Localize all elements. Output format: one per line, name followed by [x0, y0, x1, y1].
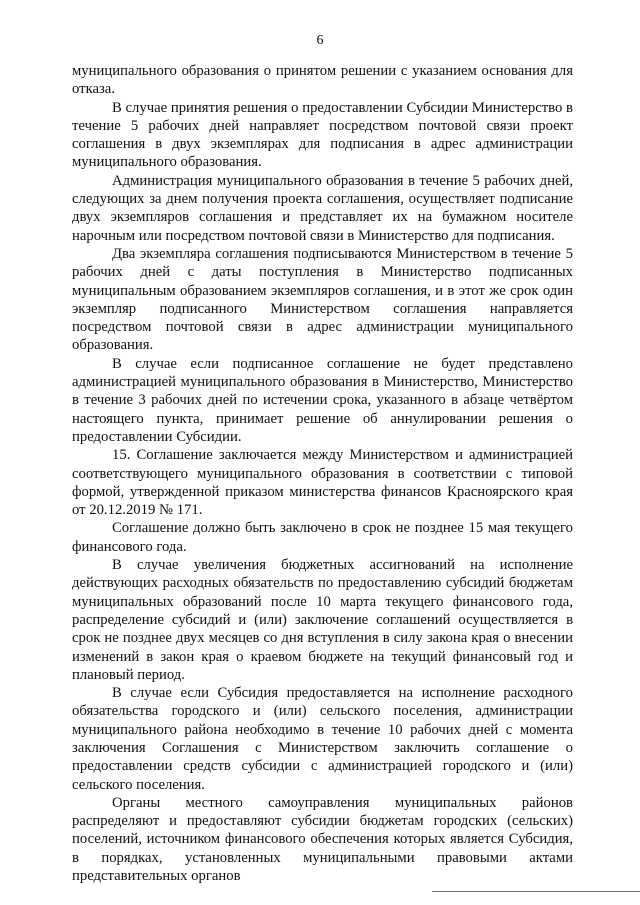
paragraph: Соглашение должно быть заключено в срок не позднее 15 мая текущего финансового года. — [72, 520, 573, 555]
paragraph: В случае принятия решения о предоставлении Субсидии Министерство в течение 5 рабочих дней направляет посредством почтовой связи проект соглашения в двух экземплярах для подписания в адрес администрации муниципального образования. — [72, 99, 573, 171]
paragraph: Администрация муниципального образования в течение 5 рабочих дней, следующих за днем получения проекта соглашения, осуществляет подписание двух экземпляров соглашения и представляет их на бумажном носителе нарочным или посредством почтовой связи в Министерство для подписания. — [72, 172, 573, 244]
paragraph: В случае если подписанное соглашение не будет представлено администрацией муниципального образования в Министерство, Министерство в течение 3 рабочих дней по истечении срока, указанного в абзаце четвёртом настоящего пункта, принимает решение об аннулировании решения о предоставлении Субсидии. — [72, 355, 573, 445]
scan-edge-line — [432, 891, 640, 892]
paragraph: 15. Соглашение заключается между Министерством и администрацией соответствующего муниципального образования в соответствии с типовой формой, утвержденной приказом министерства финансов Красноярского края от 20.12.2019 № 171. — [72, 447, 573, 519]
paragraph: Два экземпляра соглашения подписываются Министерством в течение 5 рабочих дней с даты поступления в Министерство подписанных муниципальным образованием экземпляров соглашения, и в этот же срок один экземпляр подписанного Министерством соглашения направляется посредством почтовой связи в адрес администрации муниципального образования. — [72, 245, 573, 354]
paragraph: В случае увеличения бюджетных ассигнований на исполнение действующих расходных обязательств по предоставлению субсидий бюджетам муниципальных образований после 10 марта текущего финансового года, распределение субсидий и (или) заключение соглашений осуществляется в срок не позднее двух месяцев со дня вступления в силу закона края о внесении изменений в закон края о краевом бюджете на текущий финансовый год и плановый период. — [72, 557, 573, 683]
page-number: 6 — [316, 33, 324, 48]
paragraph: муниципального образования о принятом решении с указанием основания для отказа. — [72, 63, 573, 98]
paragraph: В случае если Субсидия предоставляется на исполнение расходного обязательства городского и (или) сельского поселения, администрации муниципального района необходимо в течение 10 рабочих дней с момента заключения Соглашения с Министерством заключить соглашение о предоставлении средств субсидии с администрацией городского и (или) сельского поселения. — [72, 685, 573, 793]
paragraph: Органы местного самоуправления муниципальных районов распределяют и предоставляют субсидии бюджетам городских (сельских) поселений, источником финансового обеспечения которых является Субсидия, в порядках, установленных муниципальными правовыми актами представительных органов — [72, 794, 573, 885]
document-body — [72, 62, 573, 885]
